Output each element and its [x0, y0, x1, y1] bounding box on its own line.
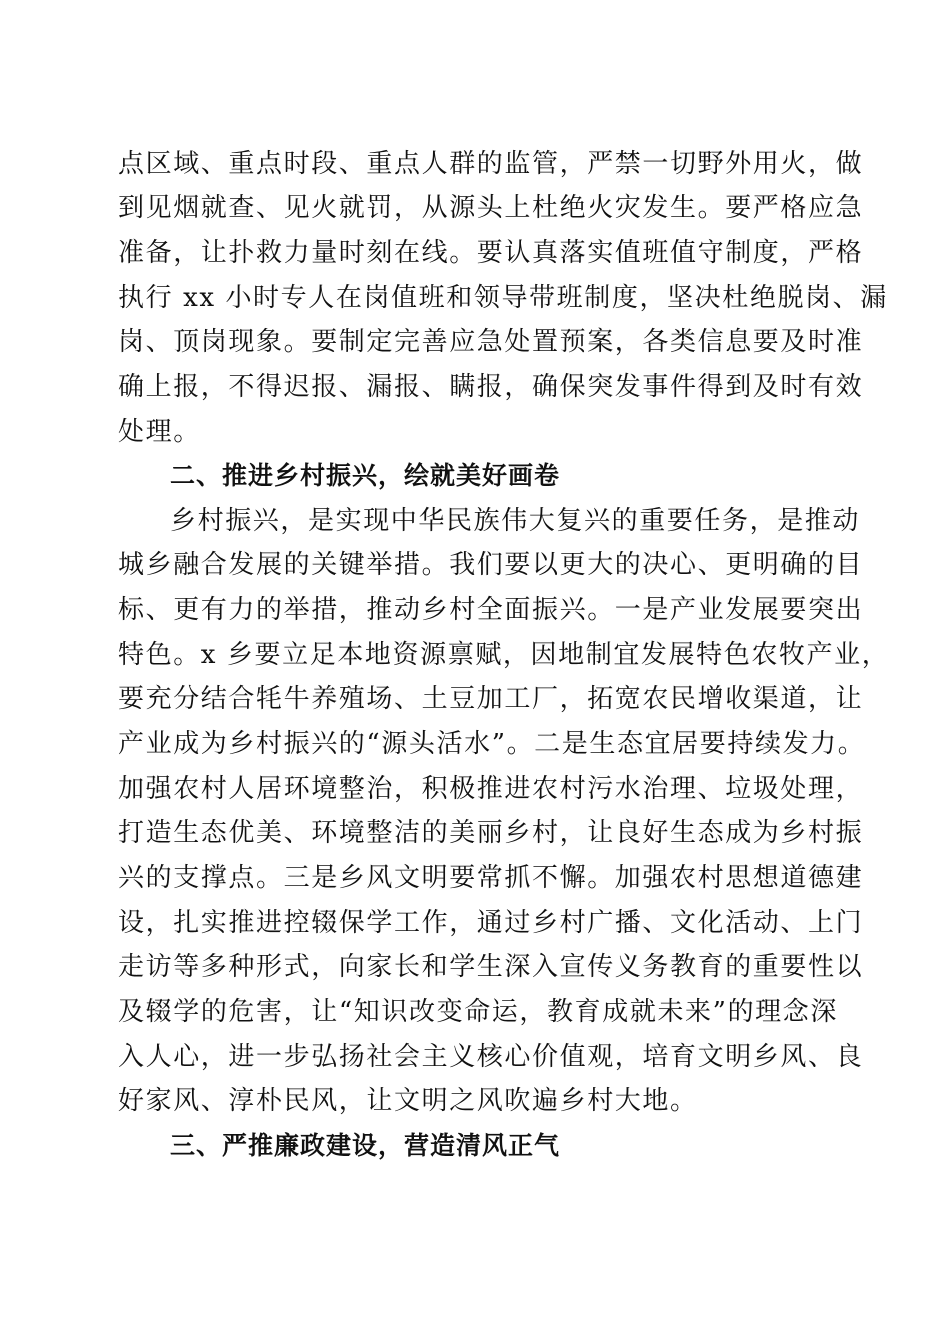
paragraph-line: 准备，让扑救力量时刻在线。要认真落实值班值守制度，严格	[118, 238, 864, 268]
paragraph-line: 及辍学的危害，让“知识改变命运，教育成就未来”的理念深	[118, 997, 838, 1027]
paragraph-line: 特色。x 乡要立足本地资源禀赋，因地制宜发展特色农牧产业，	[118, 640, 890, 670]
paragraph-line: 确上报，不得迟报、漏报、瞒报，确保突发事件得到及时有效	[118, 372, 864, 402]
section-heading: 三、严推廉政建设，营造清风正气	[170, 1131, 561, 1160]
paragraph-line: 执行 xx 小时专人在岗值班和领导带班制度，坚决杜绝脱岗、漏	[118, 283, 888, 313]
paragraph-line: 走访等多种形式，向家长和学生深入宣传义务教育的重要性以	[118, 952, 864, 982]
paragraph-line: 加强农村人居环境整治，积极推进农村污水治理、垃圾处理，	[118, 774, 864, 804]
section-heading: 二、推进乡村振兴，绘就美好画卷	[170, 461, 561, 490]
paragraph-line: 好家风、淳朴民风，让文明之风吹遍乡村大地。	[118, 1086, 698, 1116]
paragraph-line: 处理。	[118, 417, 201, 447]
paragraph-line: 兴的支撑点。三是乡风文明要常抓不懈。加强农村思想道德建	[118, 863, 864, 893]
paragraph-line: 要充分结合牦牛养殖场、土豆加工厂，拓宽农民增收渠道，让	[118, 684, 864, 714]
paragraph-line: 打造生态优美、环境整洁的美丽乡村，让良好生态成为乡村振	[118, 818, 864, 848]
paragraph-line: 点区域、重点时段、重点人群的监管，严禁一切野外用火，做	[118, 149, 864, 179]
paragraph-line: 标、更有力的举措，推动乡村全面振兴。一是产业发展要突出	[118, 595, 864, 625]
paragraph-line: 入人心，进一步弘扬社会主义核心价值观，培育文明乡风、良	[118, 1042, 864, 1072]
paragraph-line: 设，扎实推进控辍保学工作，通过乡村广播、文化活动、上门	[118, 908, 864, 938]
paragraph-line: 岗、顶岗现象。要制定完善应急处置预案，各类信息要及时准	[118, 327, 864, 357]
paragraph-line: 城乡融合发展的关键举措。我们要以更大的决心、更明确的目	[118, 550, 864, 580]
paragraph-line: 乡村振兴，是实现中华民族伟大复兴的重要任务，是推动	[170, 506, 861, 536]
paragraph-line: 产业成为乡村振兴的“源头活水”。二是生态宜居要持续发力。	[118, 729, 866, 759]
paragraph-line: 到见烟就查、见火就罚，从源头上杜绝火灾发生。要严格应急	[118, 193, 864, 223]
